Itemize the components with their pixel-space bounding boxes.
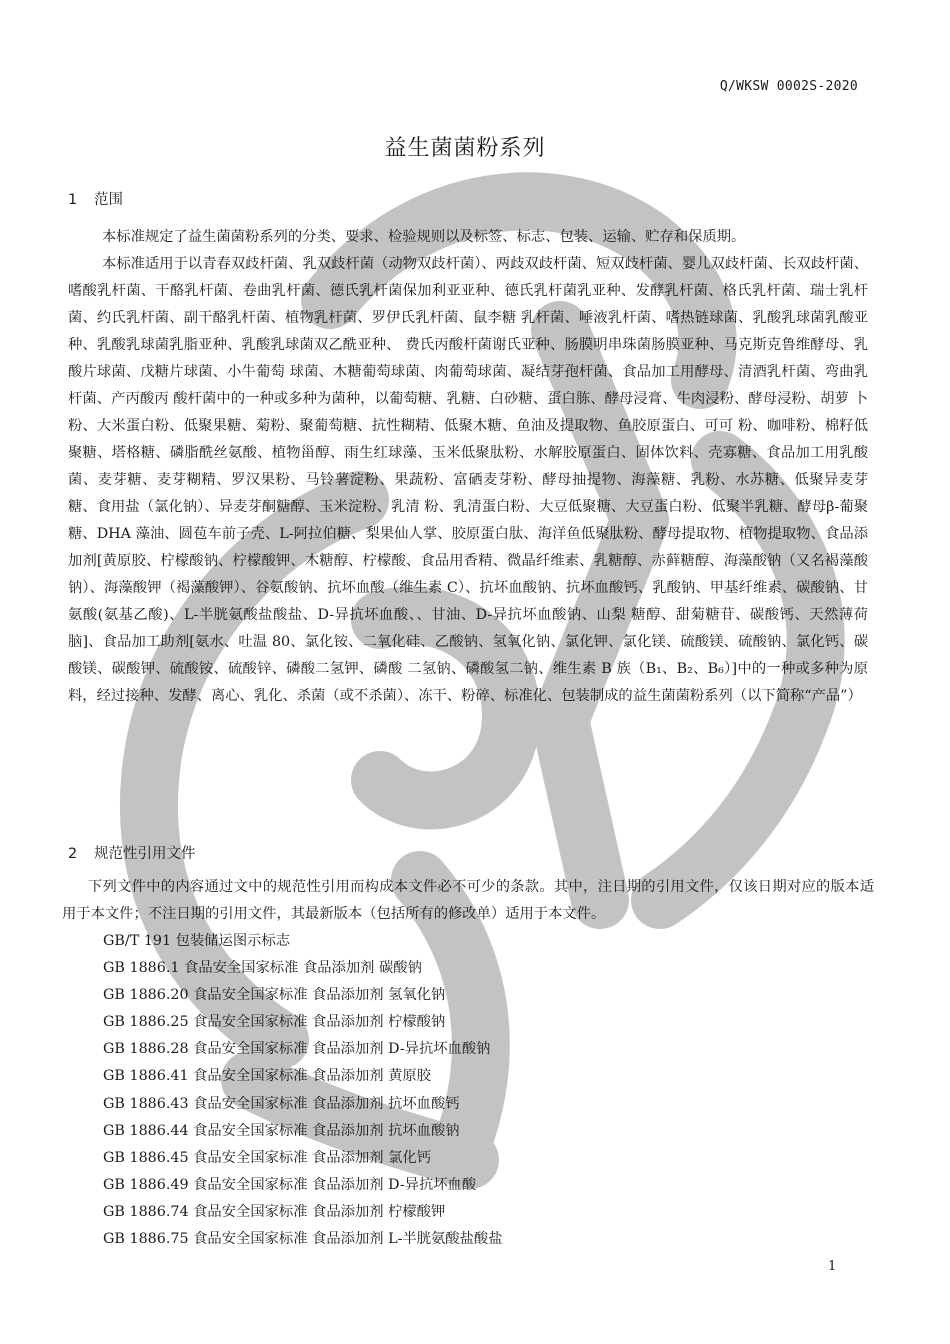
references-intro-paragraph: 下列文件中的内容通过文中的规范性引用而构成本文件必不可少的条款。其中，注日期的引用文件，仅该日期对应的版本适用于本文件；不注日期的引用文件，其最新版本（包括所有的修改单）适用于本文件。 [62, 879, 874, 922]
section-number: 2 [68, 846, 78, 862]
section-heading-normative-references [68, 842, 196, 863]
scope-paragraph-1: 本标准规定了益生菌菌粉系列的分类、要求、检验规则以及标签、标志、包装、运输、贮存和保质期。 [102, 229, 746, 245]
section-title: 规范性引用文件 [94, 846, 196, 862]
scope-paragraph-2: 本标准适用于以青春双歧杆菌、乳双歧杆菌（动物双歧杆菌）、两歧双歧杆菌、短双歧杆菌、婴儿双歧杆菌、长双歧杆菌、嗜酸乳杆菌、干酪乳杆菌、卷曲乳杆菌、德氏乳杆菌保加利亚亚种、德氏乳杆菌乳亚种、发酵乳杆菌、格氏乳杆菌、瑞士乳杆菌、约氏乳杆菌、副干酪乳杆菌、植物乳杆菌、罗伊氏乳杆菌、鼠李糖 乳杆菌、唾液乳杆菌、嗜热链球菌、乳酸乳球菌乳酸亚种、乳酸乳球菌乳脂亚种、乳酸乳球菌双乙酰亚种、 费氏丙酸杆菌谢氏亚种、肠膜明串珠菌肠膜亚种、马克斯克鲁维酵母、乳酸片球菌、戊糖片球菌、小牛葡萄 球菌、木糖葡萄球菌、肉葡萄球菌、凝结芽孢杆菌、食品加工用酵母、清酒乳杆菌、弯曲乳杆菌、产丙酸丙 酸杆菌中的一种或多种为菌种，以葡萄糖、乳糖、白砂糖、蛋白胨、酵母浸膏、牛肉浸粉、酵母浸粉、胡萝 卜粉、大米蛋白粉、低聚果糖、菊粉、聚葡萄糖、抗性糊精、低聚木糖、鱼油及提取物、鱼胶原蛋白、可可 粉、咖啡粉、棉籽低聚糖、塔格糖、磷脂酰丝氨酸、植物甾醇、雨生红球藻、玉米低聚肽粉、水解胶原蛋白、固体饮料、壳寡糖、食品加工用乳酸菌、麦芽糖、麦芽糊精、罗汉果粉、马铃薯淀粉、果蔬粉、富硒麦芽粉、酵母抽提物、海藻糖、乳粉、水苏糖、低聚异麦芽糖、食用盐（氯化钠）、异麦芽酮糖醇、玉米淀粉、乳清 粉、乳清蛋白粉、大豆低聚糖、大豆蛋白粉、低聚半乳糖、酵母β-葡聚糖、DHA 藻油、圆苞车前子壳、L-阿拉伯糖、梨果仙人掌、胶原蛋白肽、海洋鱼低聚肽粉、酵母提取物、植物提取物、食品添加剂[黄原胶、柠檬酸钠、柠檬酸钾、木糖醇、柠檬酸、食品用香精、微晶纤维素、乳糖醇、赤藓糖醇、海藻酸钠（又名褐藻酸 钠）、海藻酸钾（褐藻酸钾）、谷氨酸钠、抗坏血酸（维生素 C）、抗坏血酸钠、抗坏血酸钙、乳酸钠、甲基纤维素、碳酸钠、甘氨酸(氨基乙酸)、L-半胱氨酸盐酸盐、D-异抗坏血酸、、甘油、D-异抗坏血酸钠、山梨 糖醇、甜菊糖苷、碳酸钙、天然薄荷脑]、食品加工助剂[氨水、吐温 80、氯化铵、二氧化硅、乙酸钠、氢氧化钠、氯化钾、氯化镁、硫酸镁、硫酸钠、氯化钙、碳酸镁、碳酸钾、硫酸铵、硫酸锌、磷酸二氢钾、磷酸 二氢钠、磷酸氢二钠、维生素 B 族（B₁、B₂、B₆）]中的一种或多种为原料，经过接种、发酵、离心、乳化、杀菌（或不杀菌）、冻干、粉碎、标准化、包装制成的益生菌菌粉系列（以下简称“产品”） [68, 256, 868, 704]
reference-item: GB 1886.75 食品安全国家标准 食品添加剂 L-半胱氨酸盐酸盐 [103, 1231, 503, 1248]
reference-item: GB 1886.1 食品安全国家标准 食品添加剂 碳酸钠 [103, 960, 422, 977]
reference-item: GB 1886.74 食品安全国家标准 食品添加剂 柠檬酸钾 [103, 1203, 446, 1220]
reference-item: GB 1886.49 食品安全国家标准 食品添加剂 D-异抗坏血酸 [103, 1176, 477, 1193]
reference-item: GB 1886.25 食品安全国家标准 食品添加剂 柠檬酸钠 [103, 1014, 446, 1031]
section-heading-scope [68, 188, 123, 209]
document-title: 益生菌菌粉系列 [384, 136, 546, 161]
reference-item: GB 1886.44 食品安全国家标准 食品添加剂 抗坏血酸钠 [103, 1122, 460, 1139]
reference-item: GB 1886.45 食品安全国家标准 食品添加剂 氯化钙 [103, 1149, 431, 1166]
page-number: 1 [828, 1259, 837, 1274]
reference-item: GB 1886.41 食品安全国家标准 食品添加剂 黄原胶 [103, 1068, 431, 1085]
reference-list [103, 928, 503, 1253]
section-title: 范围 [94, 192, 123, 208]
reference-item: GB 1886.43 食品安全国家标准 食品添加剂 抗坏血酸钙 [103, 1095, 460, 1112]
reference-item: GB 1886.20 食品安全国家标准 食品添加剂 氢氧化钠 [103, 987, 446, 1004]
standard-code: Q/WKSW 0002S-2020 [719, 79, 858, 94]
reference-item: GB 1886.28 食品安全国家标准 食品添加剂 D-异抗坏血酸钠 [103, 1041, 491, 1058]
reference-item: GB/T 191 包装储运图示标志 [103, 933, 291, 949]
section-number: 1 [68, 192, 78, 208]
